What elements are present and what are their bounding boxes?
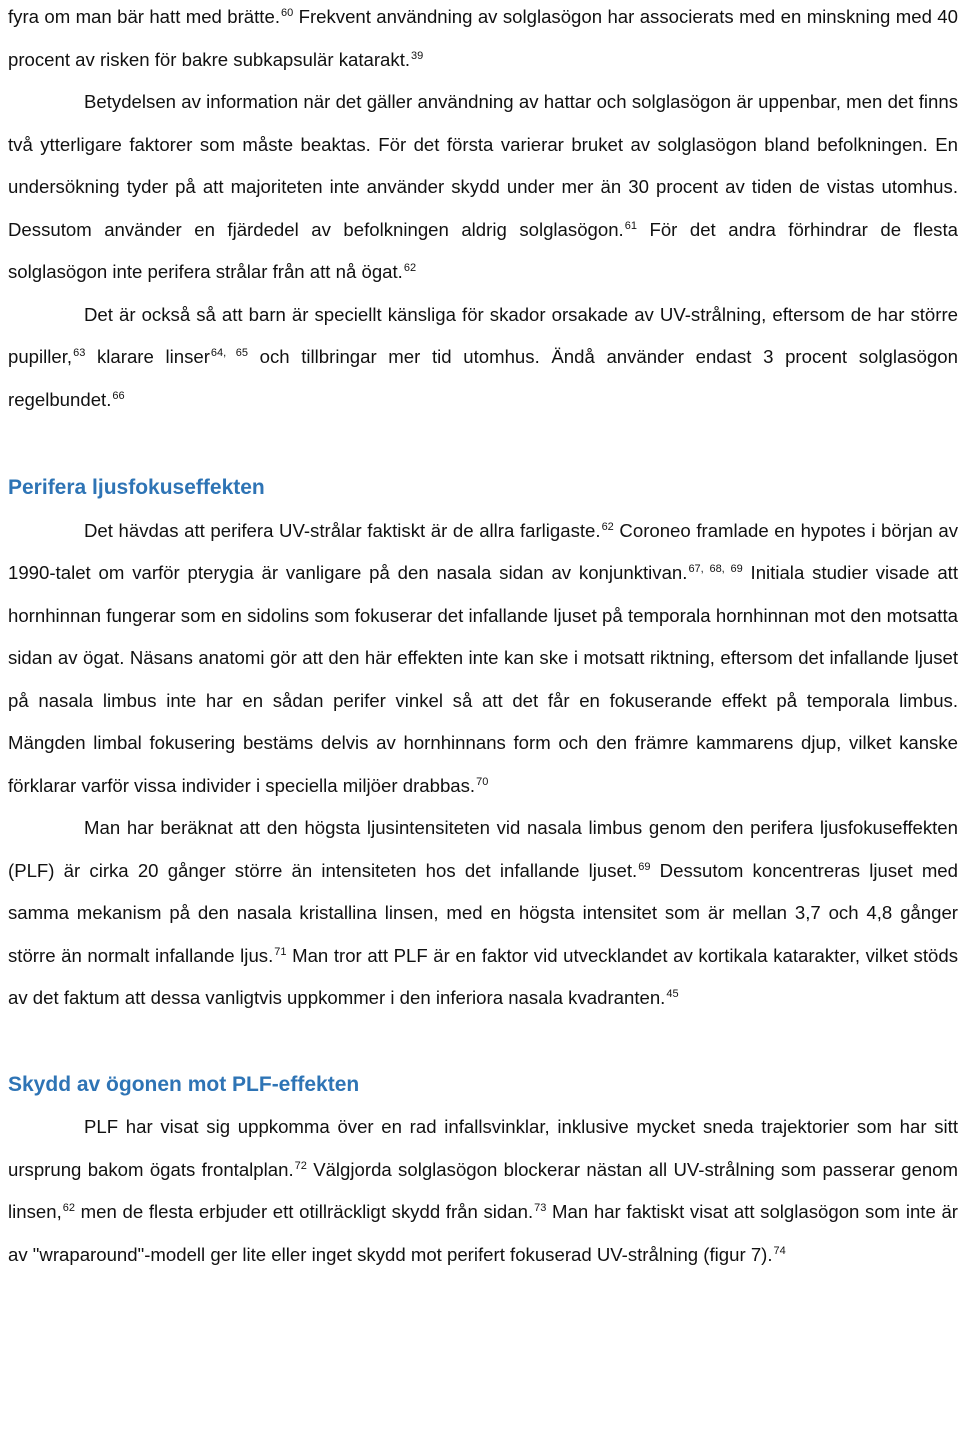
footnote-ref: 61 bbox=[624, 219, 637, 232]
para6-text-a: PLF har visat sig uppkomma över en rad infallsvinklar, inklusive mycket sneda trajektorier som har sitt ursprung bakom ögats frontalplan. bbox=[8, 1116, 958, 1180]
footnote-ref: 60 bbox=[280, 7, 294, 20]
paragraph-skydd bbox=[8, 1106, 958, 1276]
para2-text-b: För det andra förhindrar de flesta solglasögon inte perifera strålar från att nå ögat. bbox=[8, 218, 958, 282]
intro-text-a: fyra om man bär hatt med brätte. bbox=[8, 6, 280, 27]
para6-text-c: men de flesta erbjuder ett otillräckligt skydd från sidan. bbox=[75, 1201, 534, 1222]
footnote-ref: 71 bbox=[274, 945, 287, 958]
para5-text-a: Man har beräknat att den högsta ljusintensiteten vid nasala limbus genom den perifera ljusfokuseffekten (PLF) är cirka 20 gånger större än intensiteten hos det infallande ljuset. bbox=[8, 817, 958, 881]
document-page bbox=[8, 0, 958, 1276]
para5-text-b: Dessutom koncentreras ljuset med samma mekanism på den nasala kristallina linsen, med en högsta intensitet som är mellan 3,7 och 4,8 gånger större än normalt infallande ljus. bbox=[8, 859, 958, 966]
para4-text-b: Coroneo framlade en hypotes i början av 1990-talet om varför pterygia är vanligare på den nasala sidan av konjunktivan. bbox=[8, 519, 958, 583]
footnote-ref: 74 bbox=[773, 1244, 786, 1257]
footnote-ref: 63 bbox=[73, 347, 86, 360]
paragraph-barn bbox=[8, 294, 958, 422]
footnote-ref: 73 bbox=[534, 1202, 547, 1215]
para6-text-b: Välgjorda solglasögon blockerar nästan all UV-strålning som passerar genom linsen, bbox=[8, 1158, 958, 1222]
spacer bbox=[8, 1020, 958, 1064]
spacer bbox=[8, 421, 958, 467]
intro-text-b: Frekvent användning av solglasögon har associerats med en minskning med 40 procent av risken för bakre subkapsulär katarakt. bbox=[8, 6, 958, 70]
footnote-ref: 39 bbox=[411, 49, 424, 62]
para3-text-a: Det är också så att barn är speciellt känsliga för skador orsakade av UV-strålning, eftersom de har större pupiller, bbox=[8, 303, 958, 367]
para4-text-c: Initiala studier visade att hornhinnan fungerar som en sidolins som fokuserar det infallande ljuset på temporala hornhinnan mot den motsatta sidan av ögat. Näsans anatomi gör att den här effekten inte kan ske i motsatt riktning, eftersom det infallande ljuset på nasala limbus inte har en sådan perifer vinkel så att det får en fokuserande effekt på temporala limbus. Mängden limbal fokusering bestäms delvis av hornhinnans form och den främre kammarens djup, vilket kanske förklarar varför vissa individer i speciella miljöer drabbas. bbox=[8, 562, 958, 796]
para3-text-c: och tillbringar mer tid utomhus. Ändå använder endast 3 procent solglasögon regelbundet. bbox=[8, 346, 958, 410]
footnote-ref: 69 bbox=[638, 860, 651, 873]
footnote-ref: 62 bbox=[62, 1202, 75, 1215]
footnote-ref: 66 bbox=[112, 389, 125, 402]
footnote-ref: 70 bbox=[476, 775, 489, 788]
paragraph-hattar bbox=[8, 81, 958, 294]
intro-paragraph bbox=[8, 0, 958, 81]
paragraph-coroneo bbox=[8, 510, 958, 808]
paragraph-plf bbox=[8, 807, 958, 1020]
footnote-ref: 45 bbox=[666, 988, 679, 1001]
section-heading-skydd: Skydd av ögonen mot PLF-effekten bbox=[8, 1072, 360, 1096]
footnote-ref: 62 bbox=[403, 262, 417, 275]
footnote-ref: 72 bbox=[294, 1159, 307, 1172]
footnote-ref: 67, 68, 69 bbox=[688, 563, 743, 576]
footnote-ref: 64, 65 bbox=[210, 347, 248, 360]
para5-text-c: Man tror att PLF är en faktor vid utvecklandet av kortikala katarakter, vilket stöds av det faktum att dessa vanligtvis uppkommer i den inferiora nasala kvadranten. bbox=[8, 944, 958, 1008]
para4-text-a: Det hävdas att perifera UV-strålar faktiskt är de allra farligaste. bbox=[84, 519, 601, 541]
para6-text-d: Man har faktiskt visat att solglasögon som inte är av "wraparound"-modell ger lite eller inget skydd mot perifert fokuserad UV-strålning (figur 7). bbox=[8, 1201, 958, 1265]
footnote-ref: 62 bbox=[601, 520, 614, 533]
section-heading-perifera: Perifera ljusfokuseffekten bbox=[8, 476, 265, 499]
para2-text-a: Betydelsen av information när det gäller användning av hattar och solglasögon är uppenbar, men det finns två ytterligare faktorer som måste beaktas. För det första varierar bruket av solglasögon bland befolkningen. En undersökning tyder på att majoriteten inte använder skydd under mer än 30 procent av tiden de vistas utomhus. Dessutom använder en fjärdedel av befolkningen aldrig solglasögon. bbox=[8, 91, 958, 240]
para3-text-b: klarare linser bbox=[85, 346, 210, 367]
